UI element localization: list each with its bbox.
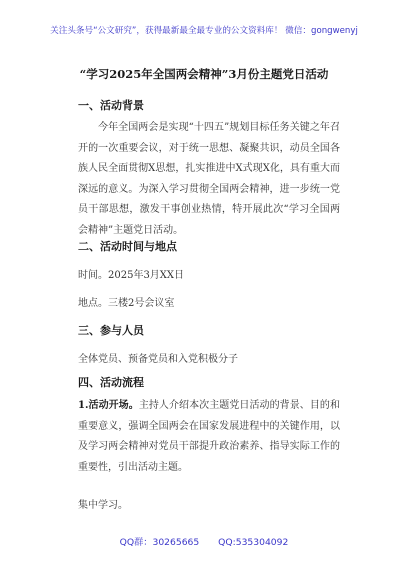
header-note: 关注头条号“公文研究”，获得最新最全最专业的公文资料库！ 微信：gongwenyj bbox=[50, 26, 358, 36]
activity-time: 时间。2025年3月XX日 bbox=[78, 270, 185, 281]
section-heading-time-place: 二、活动时间与地点 bbox=[78, 240, 177, 253]
step-1-body: 主持人介绍本次主题党日活动的背景、目的和重要意义，强调全国两会在国家发展进程中的关键作用，以及学习两会精神对党员干部提升政治素养、指导实际工作的重要性，引出活动主题。 bbox=[78, 400, 340, 473]
footer-qq-group: QQ群：30265665 bbox=[119, 537, 200, 548]
section-heading-participants: 三、参与人员 bbox=[78, 324, 144, 337]
footer-contact bbox=[0, 534, 408, 548]
process-step-1 bbox=[78, 396, 340, 478]
section-heading-process: 四、活动流程 bbox=[78, 376, 144, 389]
section-heading-background: 一、活动背景 bbox=[78, 99, 144, 112]
activity-place: 地点。三楼2号会议室 bbox=[78, 298, 175, 309]
step-1-label: 1.活动开场。 bbox=[78, 400, 139, 411]
participants-text: 全体党员、预备党员和入党积极分子 bbox=[78, 354, 238, 365]
footer-qq: QQ:535304092 bbox=[218, 537, 289, 548]
document-title: “学习2025年全国两会精神”3月份主题党日活动 bbox=[79, 67, 329, 81]
next-step-line: 集中学习。 bbox=[78, 500, 128, 511]
background-paragraph: 今年全国两会是实现“十四五”规划目标任务关键之年召开的一次重要会议，对于统一思想、凝聚共识，动员全国各族人民全面贯彻X思想，扎实推进中X式现X化，具有重大而深远的意义。为深入学习贯彻全国两会精神，进一步统一党员干部思想，激发干事创业热情，特开展此次“学习全国两会精神”主题党日活动。 bbox=[78, 122, 340, 236]
